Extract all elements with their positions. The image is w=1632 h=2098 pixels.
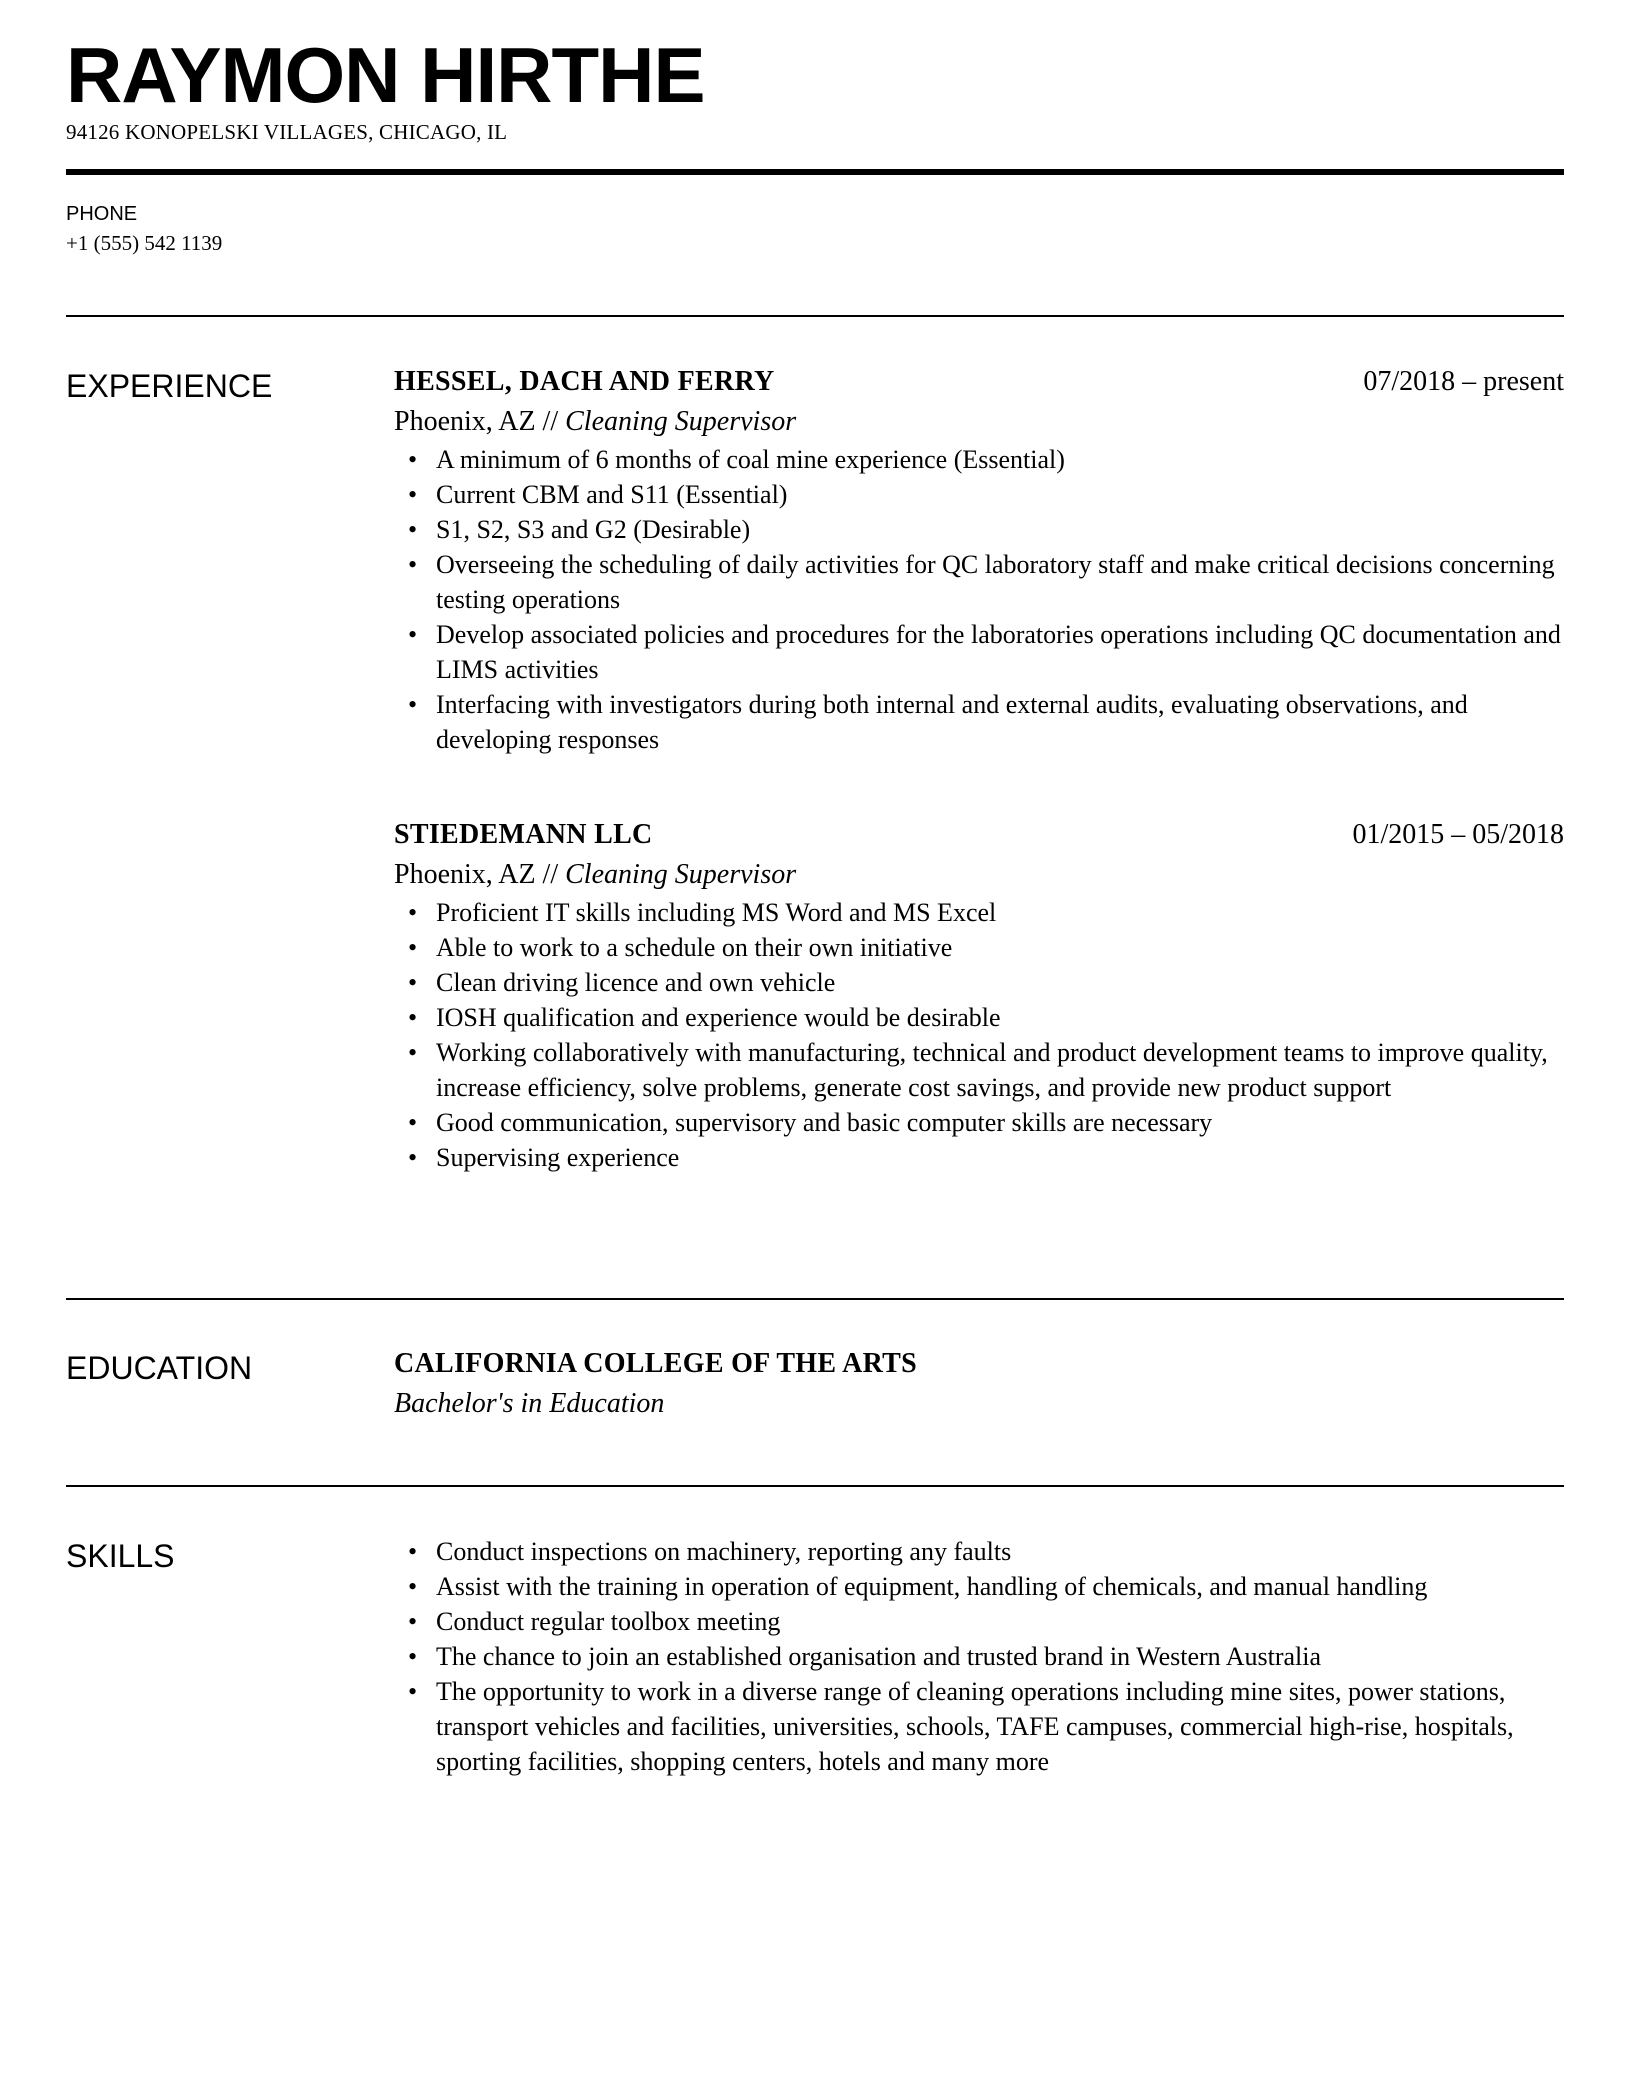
job-subline [394,402,1564,442]
job-role: Cleaning Supervisor [565,859,797,890]
list-item: • Good communication, supervisory and basic computer skills are necessary [394,1105,1564,1140]
section-divider [66,315,1564,317]
list-item: • S1, S2, S3 and G2 (Desirable) [394,512,1564,547]
list-item: • Overseeing the scheduling of daily activities for QC laboratory staff and make critical decisions concerning testing operations [394,547,1564,617]
list-item: • Clean driving licence and own vehicle [394,965,1564,1000]
section-divider [66,1485,1564,1487]
company-name: STIEDEMANN LLC [394,819,653,850]
skills-list [394,1534,1564,1779]
list-item: • Working collaboratively with manufacturing, technical and product development teams to improve quality, increase efficiency, solve problems, generate cost savings, and provide new product support [394,1035,1564,1105]
list-item: • The opportunity to work in a diverse range of cleaning operations including mine sites, power stations, transport vehicles and facilities, universities, schools, TAFE campuses, commercial high-rise, hospitals, sporting facilities, shopping centers, hotels and many more [394,1674,1564,1779]
list-item: • Assist with the training in operation of equipment, handling of chemicals, and manual handling [394,1569,1564,1604]
list-item: • Supervising experience [394,1140,1564,1175]
list-item: • The chance to join an established organisation and trusted brand in Western Australia [394,1639,1564,1674]
job-entry [394,815,1564,1175]
list-item: • Develop associated policies and procedures for the laboratories operations including QC documentation and LIMS activities [394,617,1564,687]
list-item: • Current CBM and S11 (Essential) [394,477,1564,512]
job-role: Cleaning Supervisor [565,406,797,437]
experience-section [394,362,1564,1175]
list-item: • A minimum of 6 months of coal mine experience (Essential) [394,442,1564,477]
degree: Bachelor's in Education [394,1388,665,1419]
phone-number: +1 (555) 542 1139 [66,231,223,255]
section-divider [66,1298,1564,1300]
job-subline [394,855,1564,895]
skills-heading: SKILLS [66,1538,175,1574]
skills-section [394,1534,1564,1779]
header-divider [66,169,1564,175]
job-dates: 01/2015 – 05/2018 [1352,819,1564,850]
list-item: • Proficient IT skills including MS Word and MS Excel [394,895,1564,930]
list-item: • Conduct inspections on machinery, reporting any faults [394,1534,1564,1569]
school-name: CALIFORNIA COLLEGE OF THE ARTS [394,1348,918,1379]
phone-label: PHONE [66,203,138,225]
job-bullets [394,895,1564,1175]
job-location: Phoenix, AZ // [394,406,559,437]
list-item: • Able to work to a schedule on their own initiative [394,930,1564,965]
list-item: • IOSH qualification and experience would be desirable [394,1000,1564,1035]
experience-heading: EXPERIENCE [66,368,273,404]
company-name: HESSEL, DACH AND FERRY [394,366,775,397]
candidate-name: RAYMON HIRTHE [66,31,705,119]
education-heading: EDUCATION [66,1350,253,1386]
job-entry [394,362,1564,757]
list-item: • Conduct regular toolbox meeting [394,1604,1564,1639]
education-section [394,1344,1564,1424]
candidate-address: 94126 KONOPELSKI VILLAGES, CHICAGO, IL [66,120,508,144]
job-bullets [394,442,1564,757]
job-location: Phoenix, AZ // [394,859,559,890]
job-dates: 07/2018 – present [1363,366,1564,397]
list-item: • Interfacing with investigators during both internal and external audits, evaluating observations, and developing responses [394,687,1564,757]
